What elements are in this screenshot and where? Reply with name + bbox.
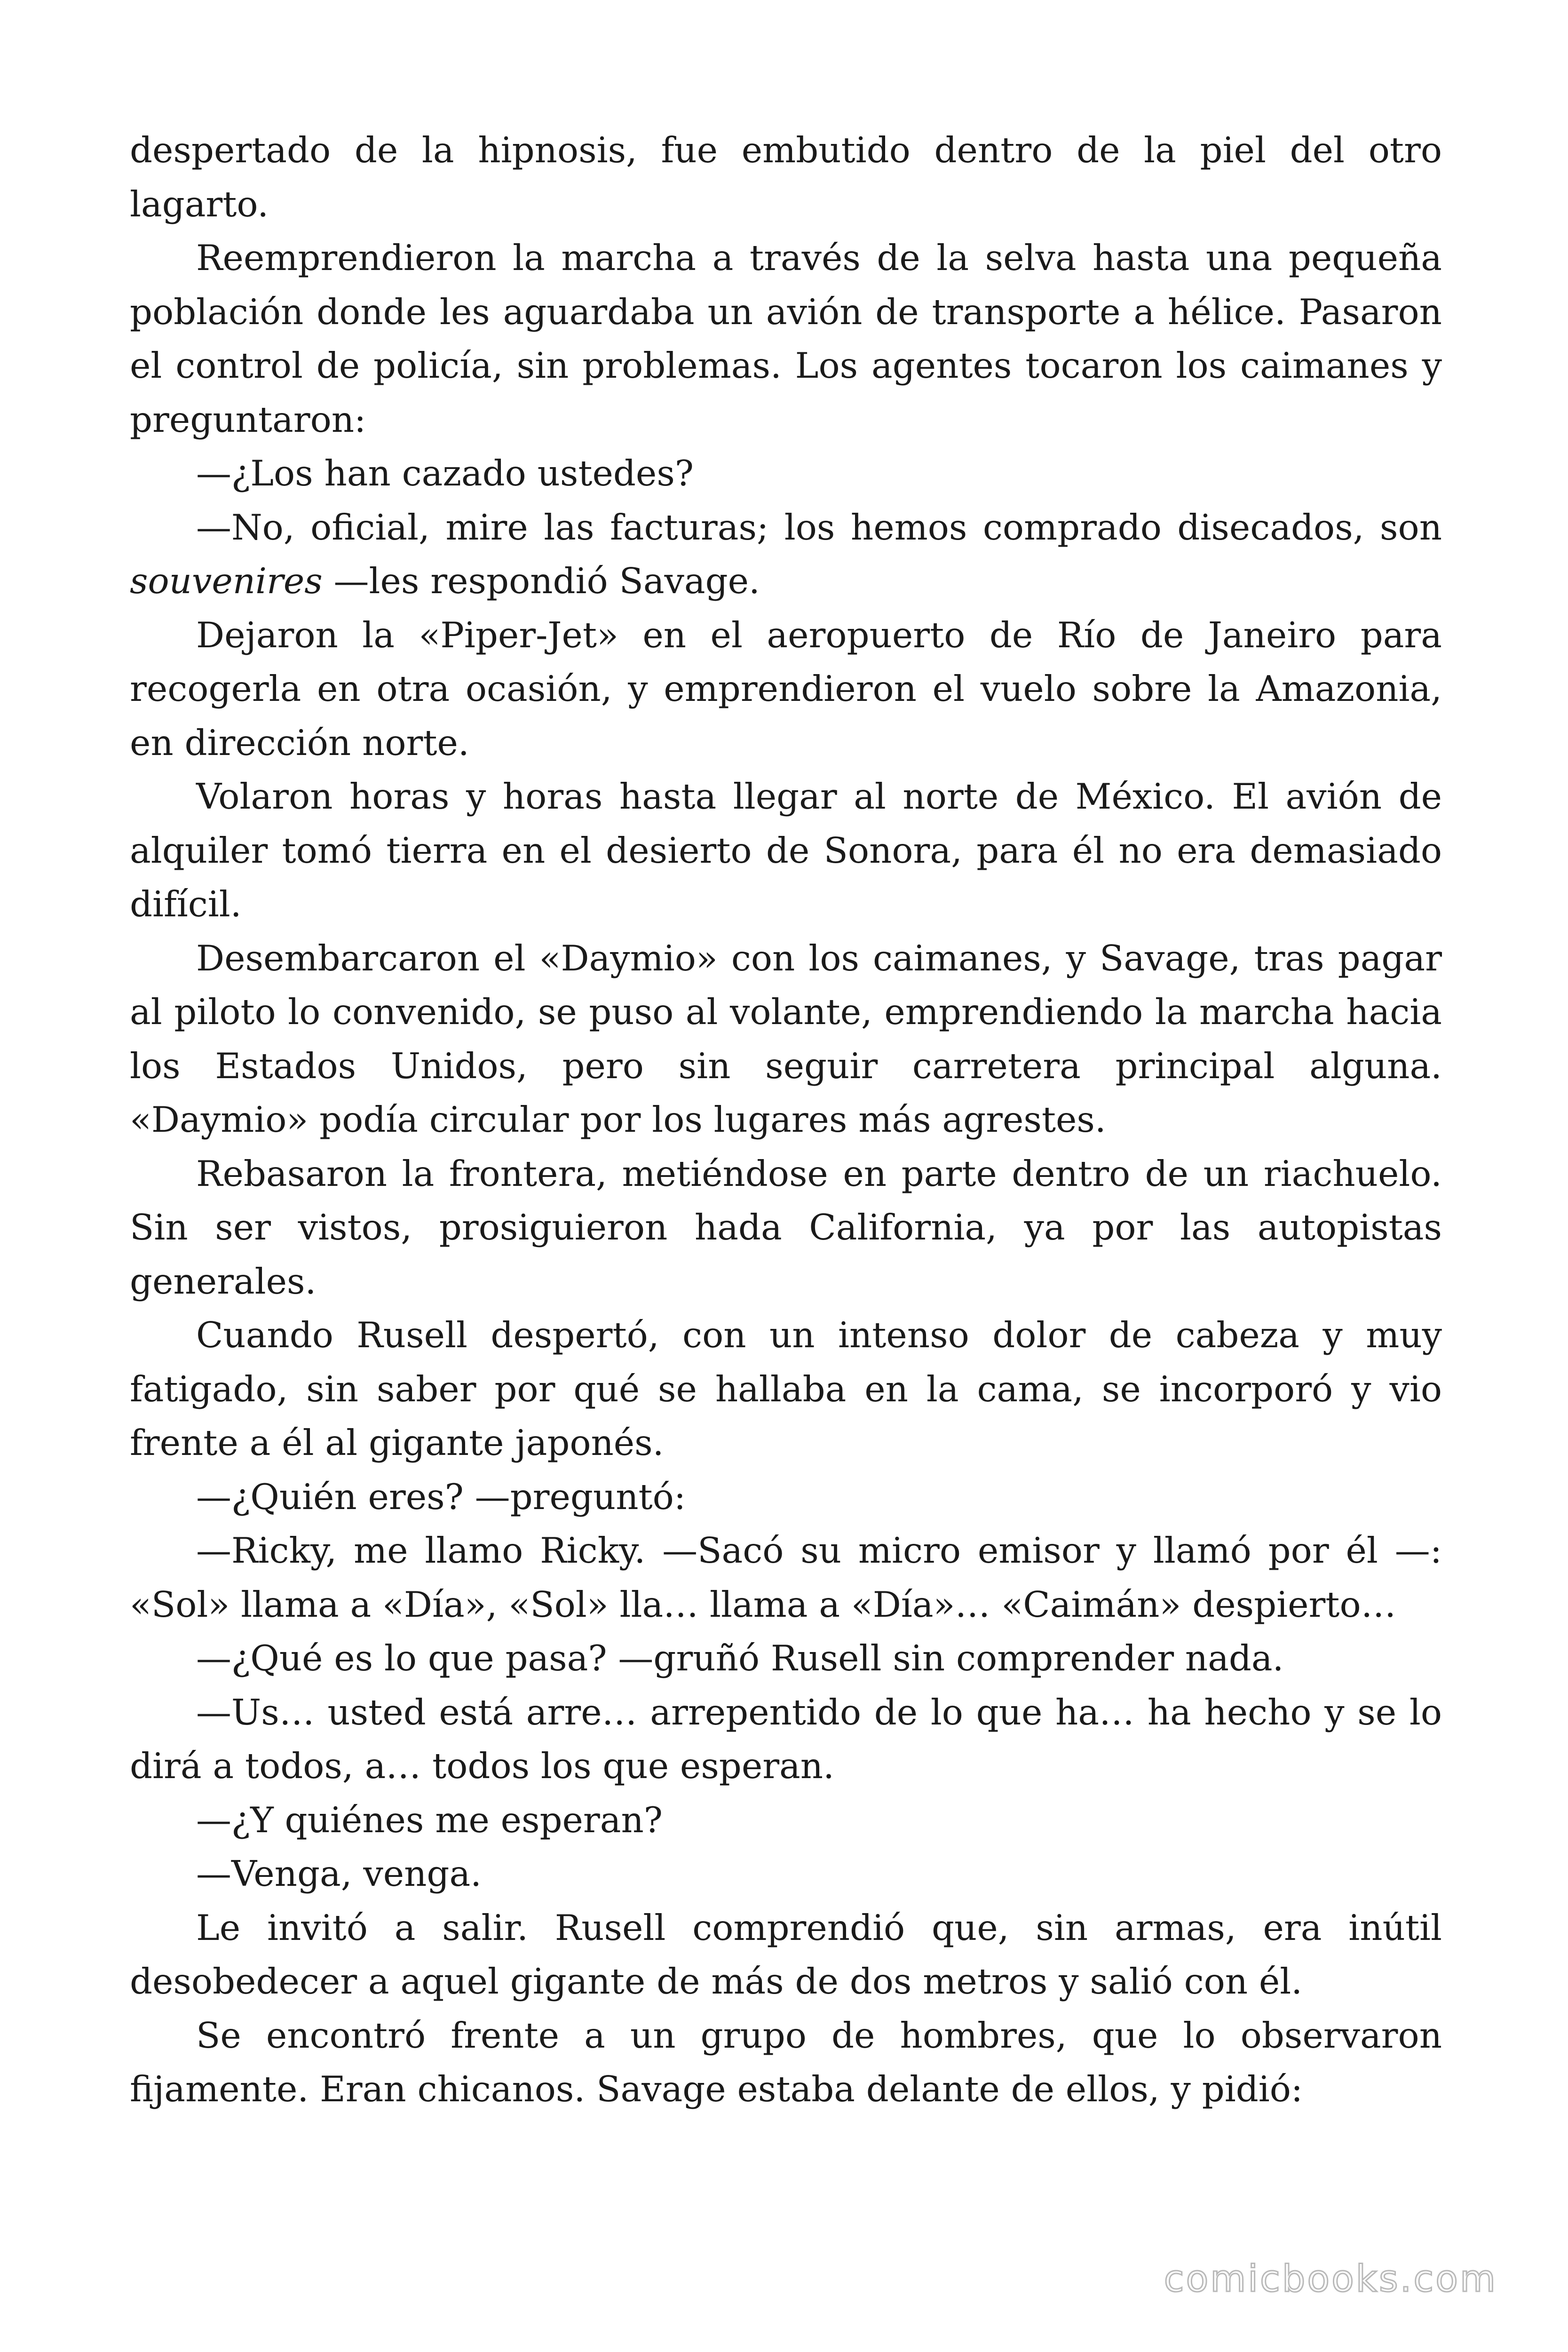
italic-word: souvenires [130, 560, 323, 602]
paragraph: Cuando Rusell despertó, con un intenso dolor de cabeza y muy fatigado, sin saber por qué se hallaba en la cama, se incorporó y vio frente a él al gigante japonés. [130, 1314, 1442, 1463]
paragraph: Dejaron la «Piper-Jet» en el aeropuerto de Río de Janeiro para recogerla en otra ocasión, y emprendieron el vuelo sobre la Amazonia, en dirección norte. [130, 614, 1442, 763]
paragraph: despertado de la hipnosis, fue embutido dentro de la piel del otro lagarto. [130, 129, 1442, 225]
paragraph: —¿Los han cazado ustedes? [196, 453, 694, 494]
page-text [130, 123, 1442, 2116]
paragraph: —Venga, venga. [196, 1853, 482, 1894]
paragraph: Le invitó a salir. Rusell comprendió que, sin armas, era inútil desobedecer a aquel gigante de más de dos metros y salió con él. [130, 1907, 1442, 2002]
paragraph [130, 501, 1442, 608]
paragraph: —¿Qué es lo que pasa? —gruñó Rusell sin comprender nada. [196, 1637, 1284, 1679]
paragraph: Se encontró frente a un grupo de hombres, que lo observaron fijamente. Eran chicanos. Savage estaba delante de ellos, y pidió: [130, 2014, 1442, 2110]
watermark: comicbooks.com [1164, 2258, 1497, 2300]
paragraph: Volaron horas y horas hasta llegar al norte de México. El avión de alquiler tomó tierra en el desierto de Sonora, para él no era demasiado difícil. [130, 776, 1442, 925]
paragraph: —¿Quién eres? —preguntó: [196, 1476, 686, 1518]
paragraph: Reemprendieron la marcha a través de la selva hasta una pequeña población donde les aguardaba un avión de transporte a hélice. Pasaron el control de policía, sin problemas. Los agentes tocaron los caimanes y preguntaron: [130, 237, 1442, 440]
paragraph-text: —No, oficial, mire las facturas; los hemos comprado disecados, son [196, 506, 1442, 548]
paragraph: —Ricky, me llamo Ricky. —Sacó su micro emisor y llamó por él —: «Sol» llama a «Día», «Sol» lla… llama a «Día»… «Caimán» despierto… [130, 1530, 1442, 1625]
paragraph: Rebasaron la frontera, metiéndose en parte dentro de un riachuelo. Sin ser vistos, prosiguieron hada California, ya por las autopistas generales. [130, 1152, 1442, 1302]
paragraph: —¿Y quiénes me esperan? [196, 1799, 663, 1841]
paragraph-tail: —les respondió Savage. [322, 560, 760, 602]
paragraph: Desembarcaron el «Daymio» con los caimanes, y Savage, tras pagar al piloto lo convenido, se puso al volante, emprendiendo la marcha hacia los Estados Unidos, pero sin seguir carretera principal alguna. «Daymio» podía circular por los lugares más agrestes. [130, 937, 1442, 1140]
paragraph: —Us… usted está arre… arrepentido de lo que ha… ha hecho y se lo dirá a todos, a… todos los que esperan. [130, 1691, 1442, 1787]
